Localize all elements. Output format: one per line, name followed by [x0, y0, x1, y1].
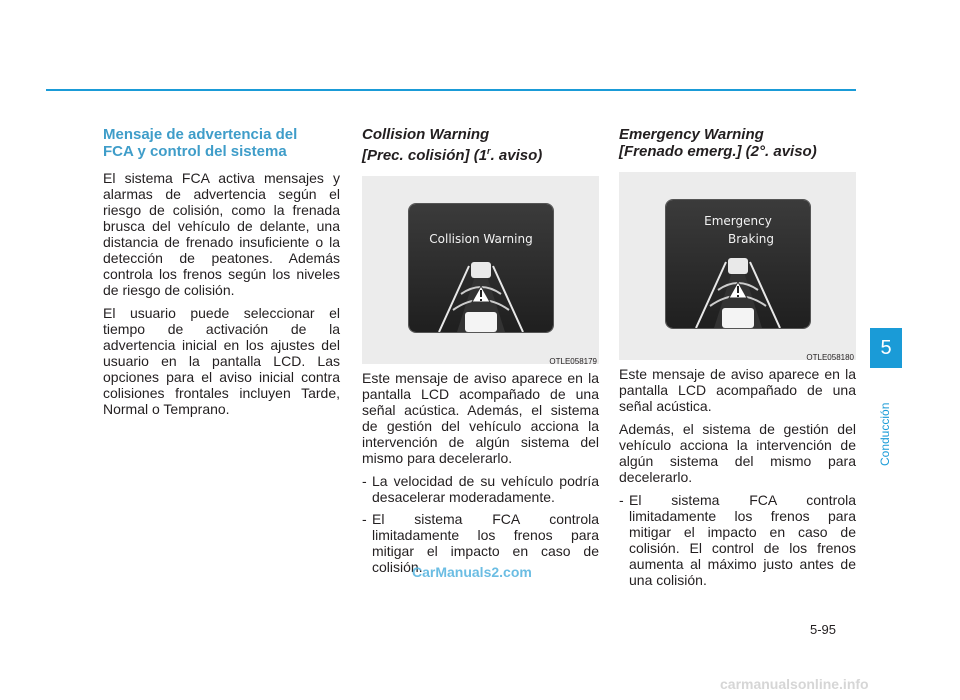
own-car-icon	[465, 312, 497, 332]
top-rule	[46, 89, 856, 91]
car-ahead-icon	[471, 262, 491, 278]
screen-title-line1: Emergency	[704, 214, 772, 228]
watermark-link[interactable]: CarManuals2.com	[412, 564, 532, 580]
figure-code: OTLE058180	[806, 353, 854, 362]
emergency-warning-heading: Emergency Warning [Frenado emerg.] (2°. aviso)	[619, 126, 817, 160]
lcd-screen	[666, 200, 810, 328]
collision-warning-heading: Collision Warning [Prec. colisión] (1$^r$. aviso)	[362, 126, 543, 164]
section-heading: Mensaje de advertencia del FCA y control del sistema	[103, 126, 298, 160]
paragraph-fca-intro: El sistema FCA activa mensajes y alarmas de advertencia según el riesgo de colisión, como la frenada brusca del vehículo de delante, una distancia de frenado insuficiente o la detección de peatones. Además controla los frenos según los niveles de riesgo de colisión.	[103, 170, 340, 298]
bullet-item: - El sistema FCA controla limitadamente los frenos para mitigar el impacto en caso de colisión.	[362, 511, 599, 575]
paragraph-fca-settings: El usuario puede seleccionar el tiempo de activación de la advertencia inicial en los ajustes del usuario en la pantalla LCD. Las opciones para el aviso inicial contra colisiones frontales incluyen Tarde, Normal o Temprano.	[103, 305, 340, 417]
paragraph-emergency-warning-2: Además, el sistema de gestión del vehículo acciona la intervención de algún sistema del mismo para decelerarlo.	[619, 421, 856, 485]
chapter-label: Conducción	[878, 402, 892, 466]
own-car-icon	[722, 308, 754, 328]
screen-title: Collision Warning	[429, 232, 533, 246]
bullet-item: - El sistema FCA controla limitadamente los frenos para mitigar el impacto en caso de colisión. El control de los frenos aumenta al máximo justo antes de una colisión.	[619, 492, 856, 588]
paragraph-collision-warning: Este mensaje de aviso aparece en la pantalla LCD acompañado de una señal acústica. Además, el sistema de gestión del vehículo acciona la intervención de algún sistema del mismo para decelerarlo.	[362, 370, 599, 466]
lcd-screen	[409, 204, 553, 332]
car-ahead-icon	[728, 258, 748, 274]
screen-title-line2: Braking	[727, 232, 775, 246]
paragraph-emergency-warning-1: Este mensaje de aviso aparece en la pantalla LCD acompañado de una señal acústica.	[619, 366, 856, 414]
collision-warning-figure	[362, 176, 599, 364]
lane-graphic	[409, 204, 553, 332]
column-collision-warning	[362, 126, 599, 581]
lane-graphic	[666, 200, 810, 328]
column-fca-overview	[103, 126, 340, 424]
page-number: 5-95	[810, 622, 837, 637]
emergency-braking-figure	[619, 172, 856, 360]
figure-code: OTLE058179	[549, 357, 597, 366]
chapter-tab: 5	[870, 328, 902, 368]
footer-watermark: carmanualsonline.info	[720, 676, 869, 692]
bullet-item: - La velocidad de su vehículo podría desacelerar moderadamente.	[362, 473, 599, 505]
column-emergency-warning	[619, 126, 856, 594]
